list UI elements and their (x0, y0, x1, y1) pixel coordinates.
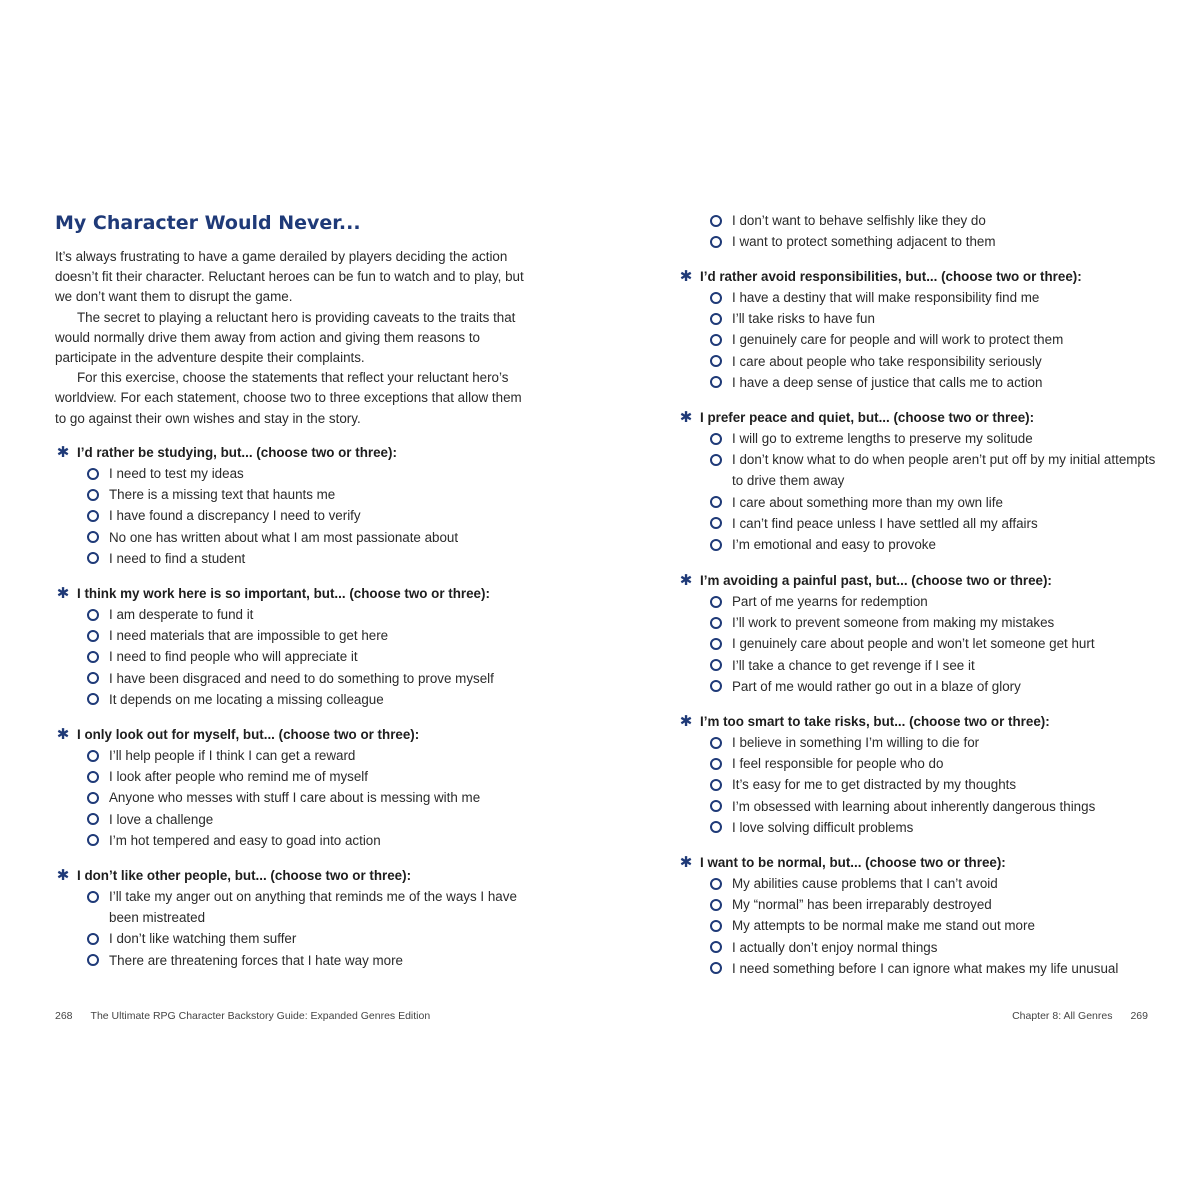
option-label: I care about people who take responsibility seriously (732, 353, 1042, 369)
circle-checkbox-icon[interactable] (710, 454, 722, 466)
circle-checkbox-icon[interactable] (710, 737, 722, 749)
option-label: It’s easy for me to get distracted by my thoughts (732, 777, 1017, 793)
option-label: I’m hot tempered and easy to goad into action (109, 832, 381, 848)
intro-text (55, 247, 530, 429)
circle-checkbox-icon[interactable] (87, 531, 99, 543)
gear-icon: ✱ (56, 725, 70, 743)
option-item[interactable] (87, 830, 530, 851)
option-label: I’ll work to prevent someone from making my mistakes (732, 615, 1055, 631)
option-item[interactable] (710, 732, 1158, 753)
circle-checkbox-icon[interactable] (710, 617, 722, 629)
option-item[interactable] (87, 548, 530, 569)
prompt-heading (678, 711, 1158, 732)
option-label: I don’t know what to do when people aren’t put off by my initial attempts to drive them away (732, 452, 1156, 489)
option-item[interactable] (710, 308, 1158, 329)
prompt-block (55, 583, 530, 710)
option-label: There is a missing text that haunts me (109, 487, 336, 503)
option-label: There are threatening forces that I hate way more (109, 952, 404, 968)
option-item[interactable] (710, 958, 1158, 979)
option-item[interactable] (710, 676, 1158, 697)
circle-checkbox-icon[interactable] (710, 638, 722, 650)
gear-icon: ✱ (679, 712, 693, 730)
prompt-heading-text: I’m avoiding a painful past, but... (choose two or three): (700, 573, 1052, 588)
option-label: I care about something more than my own life (732, 494, 1003, 510)
circle-checkbox-icon[interactable] (710, 779, 722, 791)
circle-checkbox-icon[interactable] (710, 496, 722, 508)
option-label: I’m emotional and easy to provoke (732, 537, 936, 553)
option-item[interactable] (710, 534, 1158, 555)
circle-checkbox-icon[interactable] (710, 215, 722, 227)
option-list (55, 745, 530, 851)
option-label: I actually don’t enjoy normal things (732, 939, 938, 955)
option-label: I love solving difficult problems (732, 819, 914, 835)
option-item[interactable] (710, 633, 1158, 654)
gear-icon: ✱ (679, 267, 693, 285)
prompt-block (678, 570, 1158, 697)
gear-icon: ✱ (56, 584, 70, 602)
prompt-block (55, 724, 530, 851)
circle-checkbox-icon[interactable] (87, 552, 99, 564)
option-list (678, 210, 996, 252)
option-label: My attempts to be normal make me stand out more (732, 918, 1035, 934)
option-item[interactable] (87, 646, 530, 667)
option-label: I look after people who remind me of myself (109, 769, 369, 785)
circle-checkbox-icon[interactable] (87, 630, 99, 642)
option-item[interactable] (710, 428, 1158, 449)
option-item[interactable] (710, 231, 996, 252)
gear-icon: ✱ (679, 408, 693, 426)
footer-left (55, 1010, 430, 1022)
option-item[interactable] (710, 612, 1158, 633)
option-label: I need something before I can ignore what makes my life unusual (732, 960, 1119, 976)
option-list (678, 287, 1158, 393)
circle-checkbox-icon[interactable] (87, 693, 99, 705)
option-label: I’ll take risks to have fun (732, 311, 875, 327)
option-label: I don’t like watching them suffer (109, 931, 297, 947)
option-label: I am desperate to fund it (109, 607, 254, 622)
circle-checkbox-icon[interactable] (710, 334, 722, 346)
page-title: My Character Would Never... (55, 212, 361, 234)
prompt-block (55, 865, 530, 971)
prompt-heading-text: I don’t like other people, but... (choose two or three): (77, 868, 412, 883)
option-item[interactable] (710, 774, 1158, 795)
option-item[interactable] (710, 753, 1158, 774)
option-item[interactable] (87, 766, 530, 787)
circle-checkbox-icon[interactable] (710, 313, 722, 325)
intro-paragraph: The secret to playing a reluctant hero is providing caveats to the traits that would normally drive them away from action and giving them reasons to participate in the adventure despite their complaints. (55, 309, 516, 366)
circle-checkbox-icon[interactable] (87, 510, 99, 522)
circle-checkbox-icon[interactable] (710, 433, 722, 445)
option-label: I need to find people who will appreciate it (109, 649, 358, 665)
option-label: I need to find a student (109, 550, 246, 566)
option-item[interactable] (87, 463, 530, 484)
circle-checkbox-icon[interactable] (710, 821, 722, 833)
circle-checkbox-icon[interactable] (87, 792, 99, 804)
option-item[interactable] (87, 950, 530, 971)
option-label: I’m obsessed with learning about inherently dangerous things (732, 798, 1096, 814)
circle-checkbox-icon[interactable] (710, 941, 722, 953)
circle-checkbox-icon[interactable] (87, 954, 99, 966)
gear-icon: ✱ (56, 866, 70, 884)
option-label: I’ll take my anger out on anything that reminds me of the ways I have been mistreated (109, 889, 517, 926)
circle-checkbox-icon[interactable] (87, 933, 99, 945)
circle-checkbox-icon[interactable] (87, 891, 99, 903)
gear-icon: ✱ (56, 443, 70, 461)
option-label: I want to protect something adjacent to them (732, 234, 996, 250)
option-item[interactable] (87, 809, 530, 830)
option-label: I believe in something I’m willing to die for (732, 735, 980, 750)
circle-checkbox-icon[interactable] (87, 813, 99, 825)
circle-checkbox-icon[interactable] (87, 771, 99, 783)
option-label: I genuinely care about people and won’t let someone get hurt (732, 636, 1095, 652)
circle-checkbox-icon[interactable] (87, 489, 99, 501)
prompt-heading (678, 570, 1158, 591)
option-item[interactable] (87, 484, 530, 505)
circle-checkbox-icon[interactable] (87, 750, 99, 762)
option-label: Part of me would rather go out in a blaze of glory (732, 678, 1021, 694)
option-label: Part of me yearns for redemption (732, 594, 928, 609)
circle-checkbox-icon[interactable] (87, 468, 99, 480)
option-item[interactable] (87, 928, 530, 949)
footer-right (1012, 1010, 1148, 1022)
prompt-block (55, 442, 530, 569)
intro-paragraph: For this exercise, choose the statements that reflect your reluctant hero’s worldview. For each statement, choose two to three exceptions that allow them to go against their own wishes and stay in the story. (55, 370, 522, 426)
circle-checkbox-icon[interactable] (710, 539, 722, 551)
circle-checkbox-icon[interactable] (710, 376, 722, 388)
circle-checkbox-icon[interactable] (710, 596, 722, 608)
option-item[interactable] (710, 915, 1158, 936)
prompt-heading (55, 724, 530, 745)
prompt-block (678, 852, 1158, 979)
option-item[interactable] (710, 894, 1158, 915)
option-item[interactable] (710, 873, 1158, 894)
option-label: I don’t want to behave selfishly like they do (732, 213, 986, 228)
book-title-footer: The Ultimate RPG Character Backstory Guide: Expanded Genres Edition (90, 1010, 431, 1022)
option-list (678, 428, 1158, 555)
option-label: My abilities cause problems that I can’t avoid (732, 876, 998, 891)
option-item[interactable] (710, 817, 1158, 838)
circle-checkbox-icon[interactable] (710, 355, 722, 367)
option-label: I have a deep sense of justice that calls me to action (732, 374, 1043, 390)
option-item[interactable] (710, 351, 1158, 372)
prompt-heading-text: I want to be normal, but... (choose two or three): (700, 855, 1006, 870)
circle-checkbox-icon[interactable] (710, 899, 722, 911)
circle-checkbox-icon[interactable] (710, 962, 722, 974)
option-item[interactable] (710, 329, 1158, 350)
prompt-block (678, 407, 1158, 555)
option-item[interactable] (710, 210, 996, 231)
option-label: I love a challenge (109, 811, 214, 827)
prompt-heading-text: I’m too smart to take risks, but... (choose two or three): (700, 714, 1050, 729)
prompt-heading-text: I’d rather avoid responsibilities, but... (choose two or three): (700, 269, 1082, 284)
option-label: It depends on me locating a missing colleague (109, 691, 384, 707)
option-item[interactable] (710, 937, 1158, 958)
option-label: I need materials that are impossible to get here (109, 628, 389, 644)
option-item[interactable] (87, 787, 530, 808)
continued-prompt (678, 210, 996, 252)
option-list (678, 873, 1158, 979)
circle-checkbox-icon[interactable] (710, 292, 722, 304)
circle-checkbox-icon[interactable] (87, 609, 99, 621)
option-item[interactable] (87, 625, 530, 646)
prompt-heading (678, 266, 1158, 287)
prompt-block (678, 266, 1158, 393)
option-item[interactable] (710, 287, 1158, 308)
circle-checkbox-icon[interactable] (87, 651, 99, 663)
option-item[interactable] (710, 796, 1158, 817)
option-label: I can’t find peace unless I have settled all my affairs (732, 515, 1038, 531)
option-item[interactable] (710, 591, 1158, 612)
circle-checkbox-icon[interactable] (710, 920, 722, 932)
chapter-footer: Chapter 8: All Genres (1012, 1010, 1113, 1022)
prompt-heading (678, 407, 1158, 428)
circle-checkbox-icon[interactable] (710, 878, 722, 890)
option-label: I’ll help people if I think I can get a reward (109, 748, 356, 763)
circle-checkbox-icon[interactable] (87, 834, 99, 846)
option-label: I genuinely care for people and will work to protect them (732, 332, 1064, 348)
option-item[interactable] (87, 745, 530, 766)
option-label: I’ll take a chance to get revenge if I see it (732, 657, 975, 673)
option-item[interactable] (87, 527, 530, 548)
option-list (678, 591, 1158, 697)
option-item[interactable] (87, 689, 530, 710)
option-item[interactable] (87, 604, 530, 625)
page-number-right: 269 (1130, 1010, 1148, 1022)
option-list (55, 604, 530, 710)
page-number-left: 268 (55, 1010, 73, 1022)
circle-checkbox-icon[interactable] (710, 758, 722, 770)
option-item[interactable] (710, 513, 1158, 534)
option-label: I have been disgraced and need to do something to prove myself (109, 670, 494, 686)
option-list (678, 732, 1158, 838)
circle-checkbox-icon[interactable] (710, 236, 722, 248)
option-item[interactable] (87, 505, 530, 526)
prompt-heading-text: I’d rather be studying, but... (choose two or three): (77, 445, 397, 460)
option-item[interactable] (710, 372, 1158, 393)
prompt-heading (55, 442, 530, 463)
option-label: I have a destiny that will make responsibility find me (732, 290, 1040, 305)
prompt-heading-text: I prefer peace and quiet, but... (choose two or three): (700, 410, 1035, 425)
prompt-block (678, 711, 1158, 838)
circle-checkbox-icon[interactable] (87, 672, 99, 684)
prompt-heading-text: I think my work here is so important, but... (choose two or three): (77, 586, 490, 601)
circle-checkbox-icon[interactable] (710, 680, 722, 692)
intro-paragraph: It’s always frustrating to have a game derailed by players deciding the action doesn’t fit their character. Reluctant heroes can be fun to watch and to play, but we don’t want them to disrupt the game. (55, 249, 524, 305)
option-label: I will go to extreme lengths to preserve my solitude (732, 431, 1033, 446)
option-label: Anyone who messes with stuff I care about is messing with me (109, 790, 481, 806)
option-item[interactable] (710, 655, 1158, 676)
gear-icon: ✱ (679, 571, 693, 589)
option-item[interactable] (87, 668, 530, 689)
prompt-heading-text: I only look out for myself, but... (choose two or three): (77, 727, 420, 742)
option-label: No one has written about what I am most passionate about (109, 529, 459, 545)
circle-checkbox-icon[interactable] (710, 659, 722, 671)
option-item[interactable] (87, 886, 530, 928)
option-label: I feel responsible for people who do (732, 756, 944, 772)
option-label: I need to test my ideas (109, 466, 244, 481)
circle-checkbox-icon[interactable] (710, 517, 722, 529)
option-item[interactable] (710, 492, 1158, 513)
gear-icon: ✱ (679, 853, 693, 871)
option-list (55, 886, 530, 971)
option-list (55, 463, 530, 569)
prompt-heading (678, 852, 1158, 873)
circle-checkbox-icon[interactable] (710, 800, 722, 812)
option-item[interactable] (710, 449, 1158, 491)
option-label: I have found a discrepancy I need to verify (109, 508, 361, 524)
option-label: My “normal” has been irreparably destroyed (732, 897, 992, 913)
prompt-heading (55, 865, 530, 886)
prompt-heading (55, 583, 530, 604)
